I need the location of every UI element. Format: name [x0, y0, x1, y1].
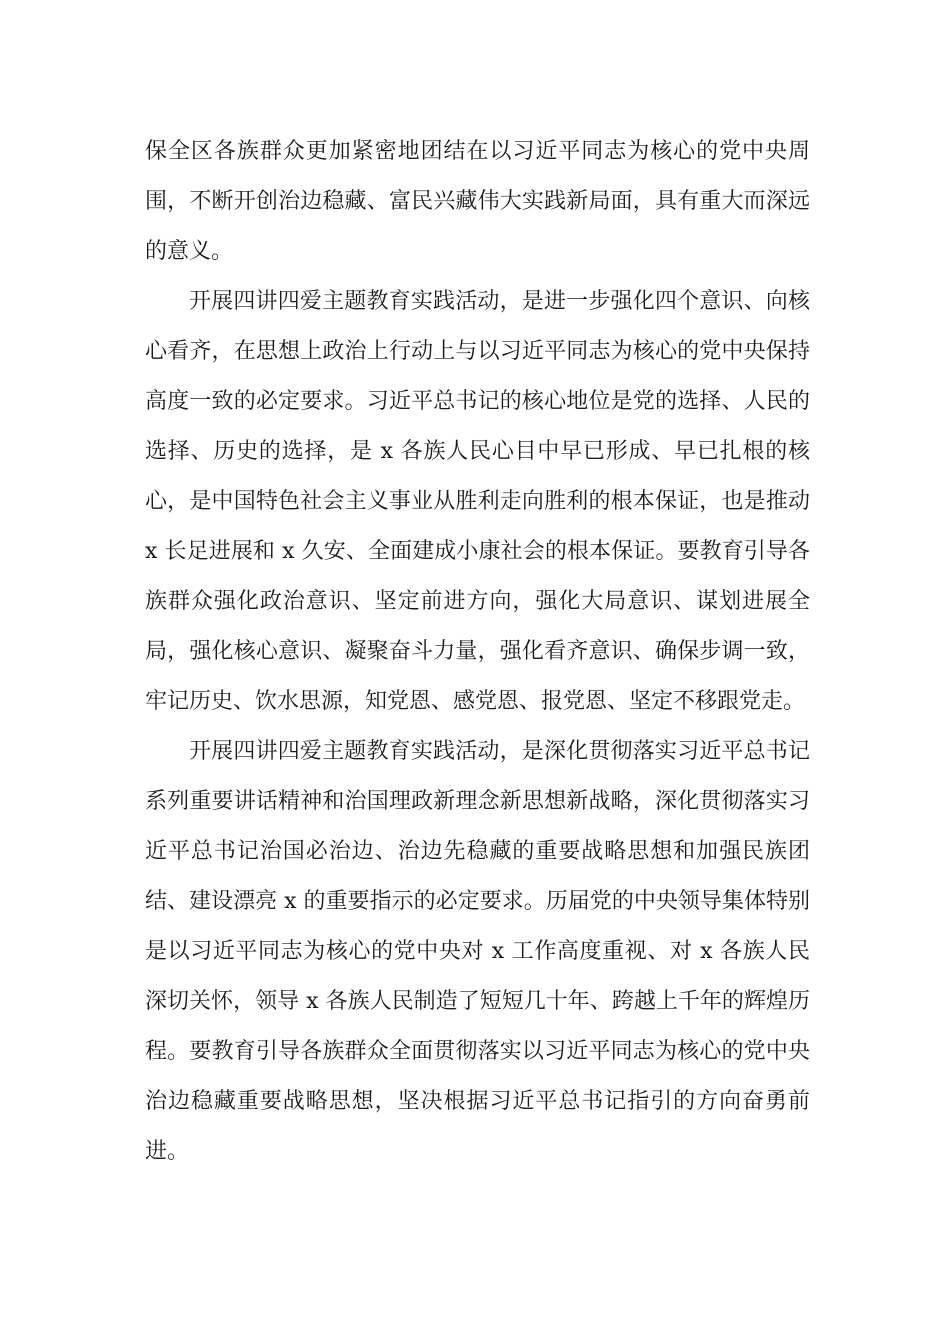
paragraph-3: 开展四讲四爱主题教育实践活动，是深化贯彻落实习近平总书记系列重要讲话精神和治国理政新理念新思想新战略，深化贯彻落实习近平总书记治国必治边、治边先稳藏的重要战略思想和加强民族团结、建设漂亮 x 的重要指示的必定要求。历届党的中央领导集体特别是以习近平同志为核心的党中央对 x 工作高度重视、对 x 各族人民深切关怀，领导 x 各族人民制造了短短几十年、跨越上千年的辉煌历程。要教育引导各族群众全面贯彻落实以习近平同志为核心的党中央治边稳藏重要战略思想，坚决根据习近平总书记指引的方向奋勇前进。	[145, 739, 810, 1164]
document-body	[145, 127, 810, 1177]
paragraph-2: 开展四讲四爱主题教育实践活动，是进一步强化四个意识、向核心看齐，在思想上政治上行动上与以习近平同志为核心的党中央保持高度一致的必定要求。习近平总书记的核心地位是党的选择、人民的选择、历史的选择，是 x 各族人民心目中早已形成、早已扎根的核心，是中国特色社会主义事业从胜利走向胜利的根本保证，也是推动 x 长足进展和 x 久安、全面建成小康社会的根本保证。要教育引导各族群众强化政治意识、坚定前进方向，强化大局意识、谋划进展全局，强化核心意识、凝聚奋斗力量，强化看齐意识、确保步调一致，牢记历史、饮水思源，知党恩、感党恩、报党恩、坚定不移跟党走。	[145, 289, 810, 714]
paragraph-1: 保全区各族群众更加紧密地团结在以习近平同志为核心的党中央周围，不断开创治边稳藏、富民兴藏伟大实践新局面，具有重大而深远的意义。	[145, 139, 810, 264]
